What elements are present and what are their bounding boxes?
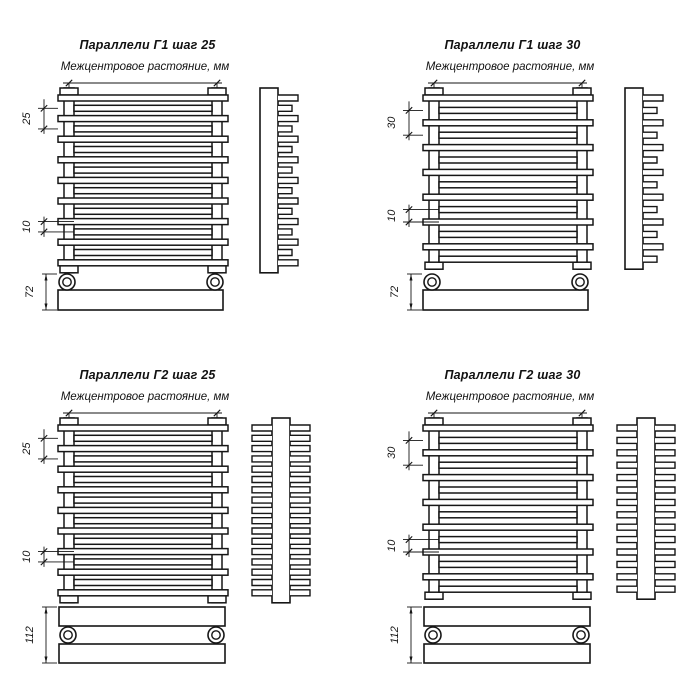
base-dimension <box>389 274 422 310</box>
svg-text:10: 10 <box>21 550 33 563</box>
step-dimension <box>386 431 423 470</box>
step-dimension <box>21 429 58 464</box>
side-view <box>252 418 310 603</box>
svg-text:25: 25 <box>21 442 33 455</box>
technical-drawing <box>0 0 335 350</box>
front-view <box>423 418 593 599</box>
variant-title: Параллели Г1 шаг 25 <box>79 38 216 52</box>
step-dimension <box>386 101 423 140</box>
svg-text:72: 72 <box>24 285 36 299</box>
base-dimension <box>24 607 57 663</box>
side-view <box>617 418 675 599</box>
base-view <box>423 274 588 310</box>
front-view <box>58 88 228 273</box>
svg-text:30: 30 <box>386 116 398 129</box>
front-view <box>58 418 228 603</box>
variant-title: Параллели Г1 шаг 30 <box>444 38 581 52</box>
quadrant-parallels-g2-step-25 <box>0 330 335 680</box>
center-distance-label: Межцентровое растояние, мм <box>425 61 595 73</box>
variant-title: Параллели Г2 шаг 30 <box>444 368 581 382</box>
svg-text:25: 25 <box>21 112 33 125</box>
base-view <box>58 274 223 310</box>
center-distance-dimension <box>63 410 222 421</box>
technical-drawing <box>365 0 700 350</box>
center-distance-label: Межцентровое растояние, мм <box>425 391 595 403</box>
step-dimension <box>21 99 58 134</box>
center-distance-dimension <box>428 80 587 91</box>
variant-title: Параллели Г2 шаг 25 <box>79 368 216 382</box>
side-view <box>260 88 298 273</box>
svg-text:72: 72 <box>389 285 401 299</box>
base-dimension <box>24 274 57 310</box>
quadrant-parallels-g2-step-30 <box>365 330 700 680</box>
center-distance-dimension <box>428 410 587 421</box>
base-view <box>424 607 590 663</box>
center-distance-label: Межцентровое растояние, мм <box>60 61 230 73</box>
center-distance-label: Межцентровое растояние, мм <box>60 391 230 403</box>
svg-text:112: 112 <box>24 626 36 644</box>
svg-text:112: 112 <box>389 626 401 644</box>
svg-text:30: 30 <box>386 446 398 459</box>
center-distance-dimension <box>63 80 222 91</box>
svg-text:10: 10 <box>386 539 398 552</box>
technical-drawing <box>365 330 700 680</box>
side-view <box>625 88 663 269</box>
svg-text:10: 10 <box>386 209 398 222</box>
base-view <box>59 607 225 663</box>
svg-text:10: 10 <box>21 220 33 233</box>
technical-drawing <box>0 330 335 680</box>
front-view <box>423 88 593 269</box>
quadrant-parallels-g1-step-25 <box>0 0 335 350</box>
base-dimension <box>389 607 422 663</box>
quadrant-parallels-g1-step-30 <box>365 0 700 350</box>
